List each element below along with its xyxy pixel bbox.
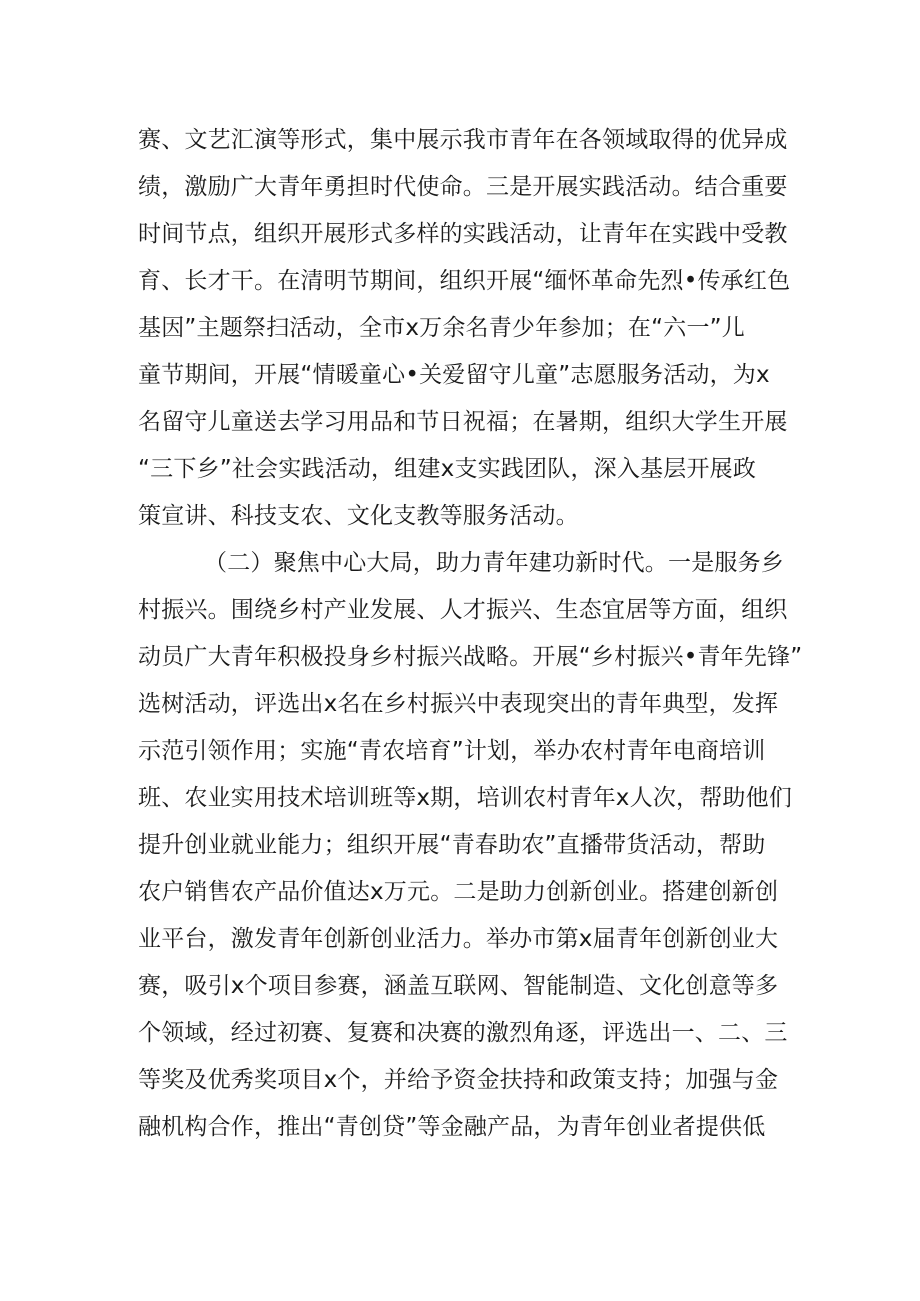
text-line: 动员广大青年积极投身乡村振兴战略。开展“乡村振兴•青年先锋” [138, 644, 803, 670]
text-line: 业平台，激发青年创新创业活力。举办市第x届青年创新创业大 [138, 926, 779, 952]
text-line: 赛，吸引x个项目参赛，涵盖互联网、智能制造、文化创意等多 [138, 973, 779, 999]
text-line: 名留守儿童送去学习用品和节日祝福；在暑期，组织大学生开展 [138, 409, 788, 435]
text-line: 农户销售农产品价值达x万元。二是助力创新创业。搭建创新创 [138, 879, 779, 905]
document-body [138, 117, 803, 1151]
text-line: 育、长才干。在清明节期间，组织开展“缅怀革命先烈•传承红色 [138, 268, 791, 294]
text-line: 童节期间，开展“情暖童心•关爱留守儿童”志愿服务活动，为x [138, 362, 770, 388]
text-line: 班、农业实用技术培训班等x期，培训农村青年x人次，帮助他们 [138, 785, 793, 811]
text-line: 基因”主题祭扫活动，全市x万余名青少年参加；在“六一”儿 [138, 315, 745, 341]
text-line: 等奖及优秀奖项目x个，并给予资金扶持和政策支持；加强与金 [138, 1067, 779, 1093]
text-line: 赛、文艺汇演等形式，集中展示我市青年在各领域取得的优异成 [138, 127, 788, 153]
text-line: 提升创业就业能力；组织开展“青春助农”直播带货活动，帮助 [138, 832, 766, 858]
text-line: 时间节点，组织开展形式多样的实践活动，让青年在实践中受教 [138, 221, 788, 247]
text-line: 策宣讲、科技支农、文化支教等服务活动。 [138, 503, 579, 529]
text-line: 村振兴。围绕乡村产业发展、人才振兴、生态宜居等方面，组织 [138, 597, 788, 623]
section-heading-line: （二）聚焦中心大局，助力青年建功新时代。一是服务乡 [204, 550, 784, 576]
text-line: 示范引领作用；实施“青农培育”计划，举办农村青年电商培训 [138, 738, 766, 764]
text-line: “三下乡”社会实践活动，组建x支实践团队，深入基层开展政 [138, 456, 757, 482]
text-line: 个领域，经过初赛、复赛和决赛的激烈角逐，评选出一、二、三 [138, 1020, 788, 1046]
text-line: 绩，激励广大青年勇担时代使命。三是开展实践活动。结合重要 [138, 174, 788, 200]
text-line: 选树活动，评选出x名在乡村振兴中表现突出的青年典型，发挥 [138, 691, 779, 717]
text-line: 融机构合作，推出“青创贷”等金融产品，为青年创业者提供低 [138, 1114, 766, 1140]
